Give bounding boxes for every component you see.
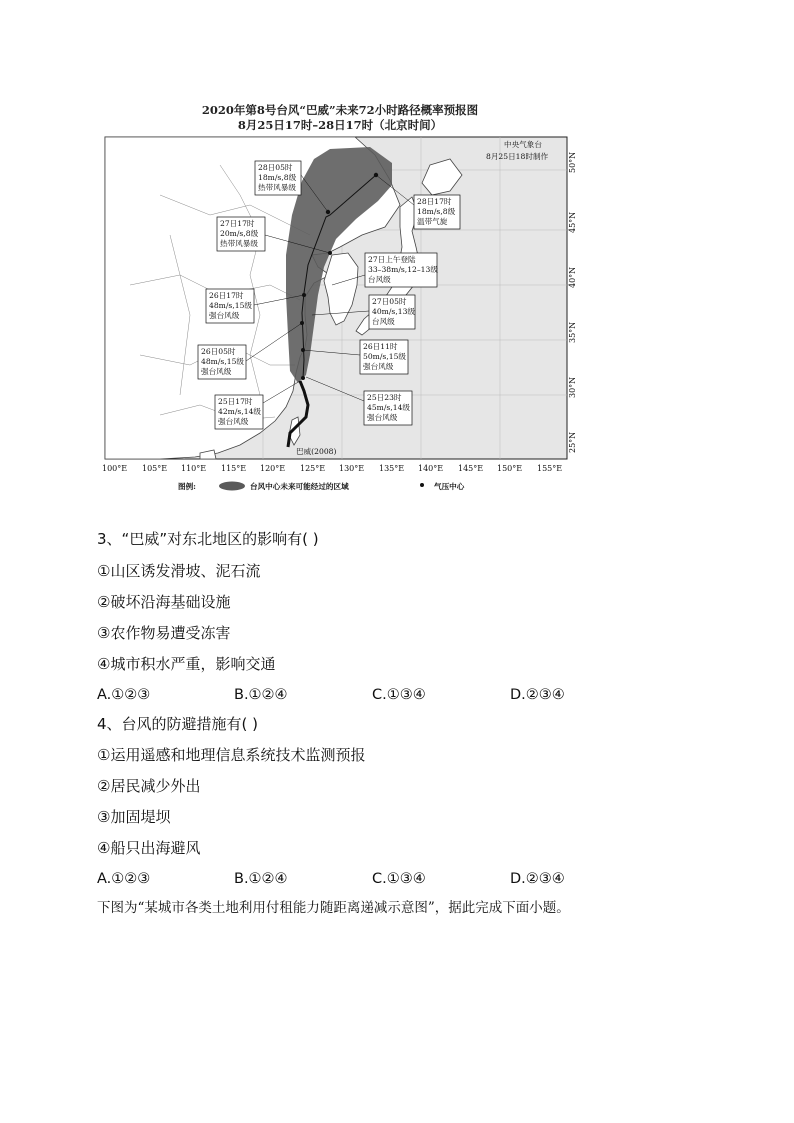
callout-text: 40m/s,13级 — [372, 307, 415, 316]
callout-text: 25日23时 — [367, 393, 402, 402]
callout-text: 20m/s,8级 — [220, 229, 259, 238]
storm-name-label: 巴威(2008) — [296, 447, 337, 456]
callout-text: 48m/s,15级 — [209, 301, 252, 310]
lon-tick: 100°E — [102, 464, 128, 473]
legend-area-label: 台风中心未来可能经过的区域 — [250, 482, 349, 491]
longitude-ticks — [102, 464, 562, 473]
callout-text: 26日17时 — [209, 291, 244, 300]
callout-text: 45m/s,14级 — [367, 403, 410, 412]
lon-tick: 140°E — [418, 464, 444, 473]
legend-prefix: 图例: — [178, 482, 196, 491]
question-4-stem: 4、台风的防避措施有( ) — [97, 715, 259, 733]
lat-tick: 30°N — [568, 376, 577, 398]
callout-text: 热带风暴级 — [220, 239, 258, 248]
map-subtitle: 8月25日17时–28日17时（北京时间） — [237, 118, 443, 132]
lat-tick: 40°N — [568, 266, 577, 288]
next-section-intro: 下图为“某城市各类土地利用付租能力随距离递减示意图”，据此完成下面小题。 — [97, 900, 570, 916]
question-3-item: ④城市积水严重，影响交通 — [97, 655, 276, 673]
typhoon-track-map — [100, 135, 580, 495]
lat-tick: 25°N — [568, 431, 577, 453]
lat-tick: 50°N — [568, 151, 577, 173]
callout-text: 28日05时 — [258, 163, 293, 172]
question-3-choice-b[interactable]: B.①②④ — [234, 687, 288, 703]
question-4-item: ④船只出海避风 — [97, 839, 201, 857]
question-4-item: ②居民减少外出 — [97, 777, 201, 795]
legend-area-swatch — [219, 482, 245, 491]
question-4-item: ①运用遥感和地理信息系统技术监测预报 — [97, 746, 366, 764]
callout-text: 18m/s,8级 — [417, 207, 456, 216]
lon-tick: 120°E — [260, 464, 286, 473]
callout-text: 42m/s,14级 — [218, 407, 261, 416]
callout-text: 26日11时 — [363, 342, 398, 351]
lon-tick: 130°E — [339, 464, 365, 473]
callout-text: 热带风暴级 — [258, 183, 296, 192]
lon-tick: 115°E — [221, 464, 247, 473]
question-3-item: ①山区诱发滑坡、泥石流 — [97, 562, 261, 580]
callout-text: 强台风级 — [218, 417, 249, 426]
callout-text: 33–38m/s,12–13级 — [368, 265, 438, 274]
agency-name: 中央气象台 — [504, 140, 542, 149]
legend-pressure-dot — [420, 483, 424, 487]
callout-text: 强台风级 — [209, 311, 240, 320]
callout-text: 27日05时 — [372, 297, 407, 306]
question-4-choice-c[interactable]: C.①③④ — [372, 871, 426, 887]
map-title: 2020年第8号台风“巴威”未来72小时路径概率预报图 — [201, 103, 479, 117]
lon-tick: 135°E — [379, 464, 405, 473]
question-3-item: ③农作物易遭受冻害 — [97, 624, 231, 642]
question-3-choice-d[interactable]: D.②③④ — [510, 687, 565, 703]
question-3-choice-c[interactable]: C.①③④ — [372, 687, 426, 703]
lat-tick: 35°N — [568, 321, 577, 343]
callout-text: 27日17时 — [220, 219, 255, 228]
legend-pressure-label: 气压中心 — [434, 482, 465, 491]
lon-tick: 125°E — [300, 464, 326, 473]
lon-tick: 145°E — [458, 464, 484, 473]
callout-text: 26日05时 — [201, 347, 236, 356]
typhoon-map-figure — [100, 98, 580, 498]
agency-time: 8月25日18时制作 — [486, 152, 549, 161]
callout-text: 50m/s,15级 — [363, 352, 406, 361]
callout-text: 27日上午登陆 — [368, 255, 416, 264]
question-4-choice-d[interactable]: D.②③④ — [510, 871, 565, 887]
callout-text: 25日17时 — [218, 397, 253, 406]
callout-text: 18m/s,8级 — [258, 173, 297, 182]
question-4-item: ③加固堤坝 — [97, 808, 171, 826]
question-3-item: ②破坏沿海基础设施 — [97, 593, 231, 611]
lon-tick: 150°E — [497, 464, 523, 473]
callout-text: 台风级 — [368, 275, 391, 284]
map-legend — [178, 481, 465, 491]
callout-text: 强台风级 — [201, 367, 232, 376]
lon-tick: 110°E — [181, 464, 207, 473]
lat-tick: 45°N — [568, 211, 577, 233]
question-4-choice-b[interactable]: B.①②④ — [234, 871, 288, 887]
callout-text: 28日17时 — [417, 197, 452, 206]
callout-text: 台风级 — [372, 317, 395, 326]
question-4-choice-a[interactable]: A.①②③ — [97, 871, 151, 887]
question-3-choice-a[interactable]: A.①②③ — [97, 687, 151, 703]
latitude-ticks — [568, 152, 577, 453]
lon-tick: 105°E — [142, 464, 168, 473]
callout-text: 48m/s,15级 — [201, 357, 244, 366]
callout-text: 强台风级 — [367, 413, 398, 422]
question-3-stem: 3、“巴威”对东北地区的影响有( ) — [97, 530, 319, 548]
callout-text: 温带气旋 — [417, 217, 448, 226]
callout-text: 强台风级 — [363, 362, 394, 371]
lon-tick: 155°E — [537, 464, 563, 473]
